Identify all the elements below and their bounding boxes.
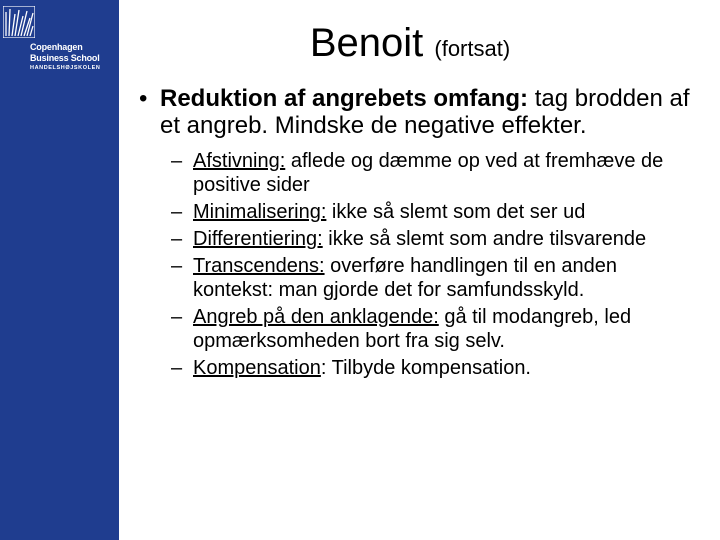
cbs-logo-text bbox=[30, 42, 100, 72]
dash-icon: – bbox=[171, 357, 183, 379]
main-bullet bbox=[135, 85, 695, 139]
sub-bullet-text: ikke så slemt som andre tilsvarende bbox=[322, 228, 647, 250]
sub-bullet-text: ikke så slemt som det ser ud bbox=[326, 201, 586, 223]
sub-bullet-text: overføre handlingen til en anden kontekst: man gjorde det for samfundsskyld. bbox=[193, 255, 617, 301]
dash-icon: – bbox=[171, 201, 183, 223]
dash-icon: – bbox=[171, 255, 183, 277]
dash-icon: – bbox=[171, 228, 183, 250]
sub-bullet-term: Minimalisering: bbox=[193, 201, 327, 223]
sub-bullet-item bbox=[171, 227, 695, 251]
title-sub: (fortsat) bbox=[434, 36, 511, 61]
sub-bullet-term: Afstivning: bbox=[193, 150, 286, 172]
logo-line-1: Copenhagen bbox=[30, 42, 83, 52]
sub-bullet-term: Transcendens: bbox=[193, 255, 325, 277]
dash-icon: – bbox=[171, 150, 183, 172]
sub-bullet-term: Kompensation bbox=[193, 357, 321, 379]
sub-bullet-item bbox=[171, 356, 695, 380]
sub-bullet-text: : Tilbyde kompensation. bbox=[320, 357, 531, 379]
sub-bullet-item bbox=[171, 254, 695, 302]
sidebar bbox=[0, 0, 119, 540]
logo-line-3: HANDELSHØJSKOLEN bbox=[30, 65, 101, 71]
main-bullet-text: tag brodden af et angreb. Mindske de negative effekter. bbox=[160, 85, 690, 139]
bullet-icon: • bbox=[139, 85, 148, 112]
title-main: Benoit bbox=[309, 21, 424, 65]
sub-bullet-item bbox=[171, 200, 695, 224]
main-bullet-term: Reduktion af angrebets omfang: bbox=[160, 85, 529, 112]
slide-content bbox=[135, 85, 695, 383]
dash-icon: – bbox=[171, 306, 183, 328]
cbs-logo-icon bbox=[3, 6, 35, 38]
sub-bullet-text: gå til modangreb, led opmærksomheden bort fra sig selv. bbox=[193, 306, 632, 352]
sub-bullet-text: aflede og dæmme op ved at fremhæve de positive sider bbox=[193, 150, 664, 196]
sub-bullet-item bbox=[171, 305, 695, 353]
sub-bullet-term: Differentiering: bbox=[193, 228, 323, 250]
slide-title bbox=[130, 20, 690, 72]
sub-bullet-term: Angreb på den anklagende: bbox=[193, 306, 439, 328]
logo-line-2: Business School bbox=[30, 53, 100, 63]
sub-bullet-list bbox=[135, 149, 695, 380]
sub-bullet-item bbox=[171, 149, 695, 197]
